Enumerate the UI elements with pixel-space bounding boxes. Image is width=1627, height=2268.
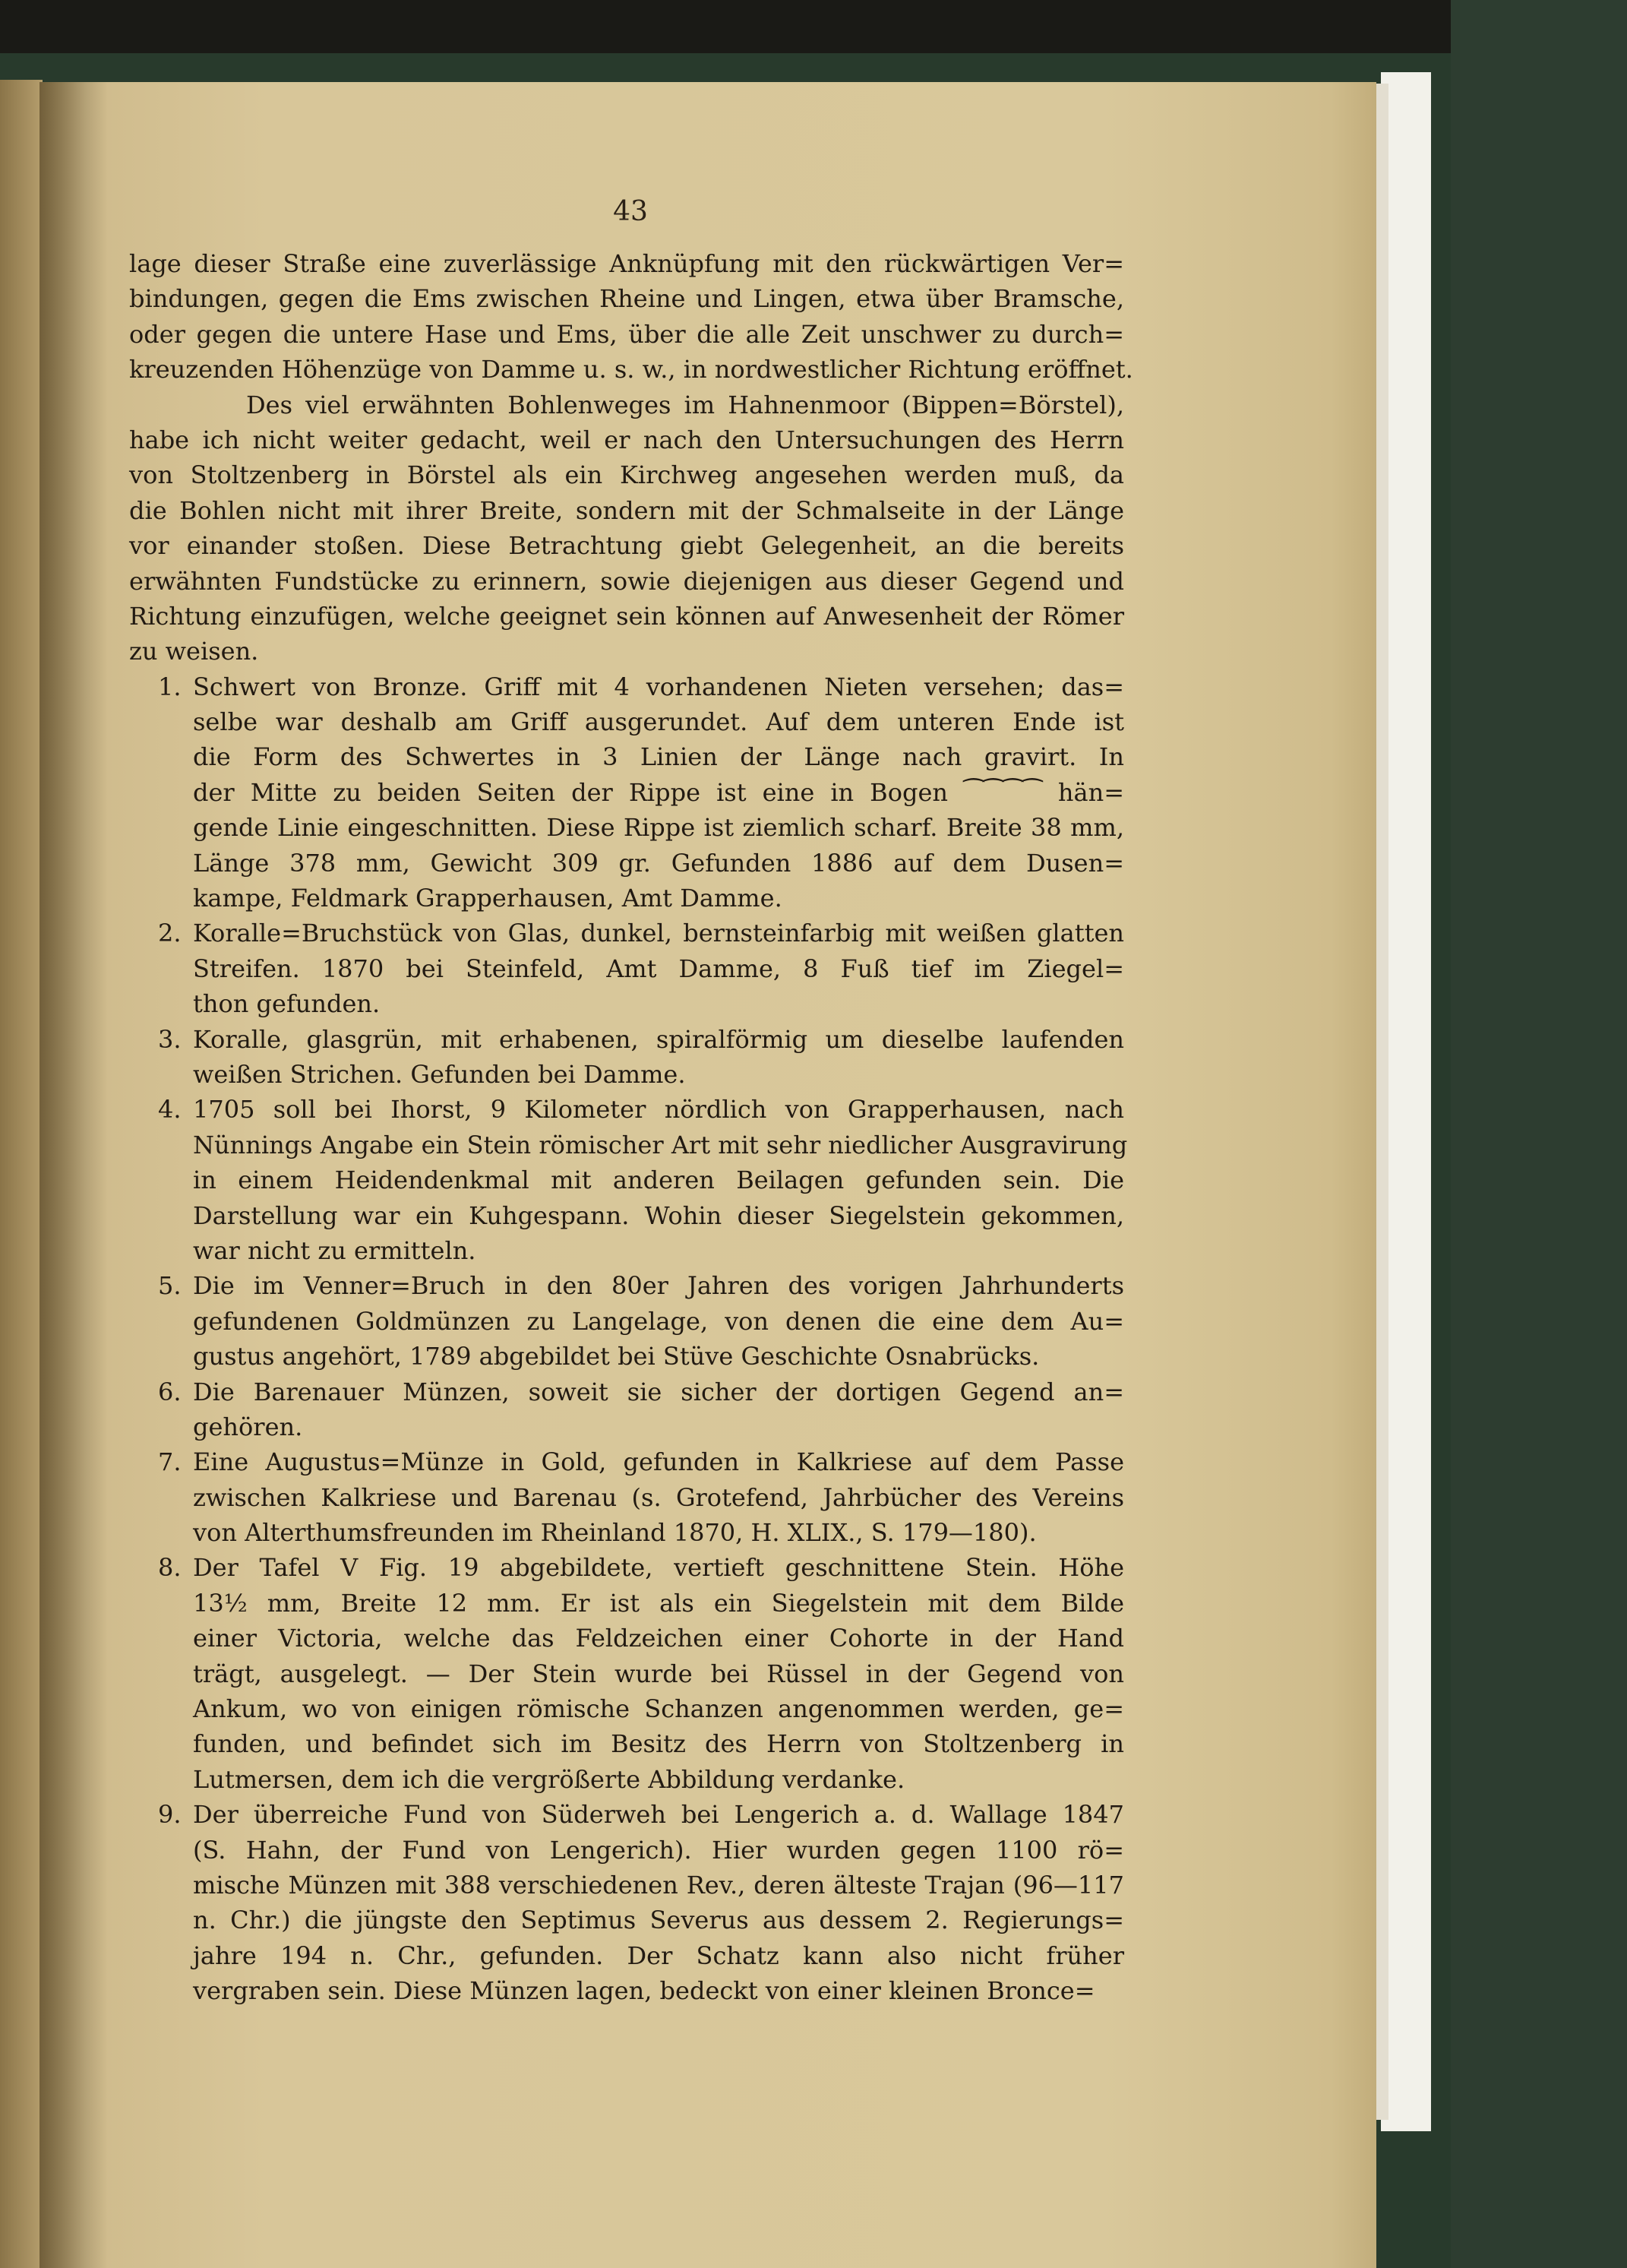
gutter-shadow <box>39 82 108 2268</box>
text-line: gende Linie eingeschnitten. Diese Rippe ist ziemlich scharf. Breite 38 mm, <box>193 813 1124 843</box>
text-line: Die im Venner=Bruch in den 80er Jahren des vorigen Jahrhunderts <box>193 1271 1124 1301</box>
text-line: von Stoltzenberg in Börstel als ein Kirchweg angesehen werden muß, da <box>129 460 1124 490</box>
text-line: funden, und befindet sich im Besitz des Herrn von Stoltzenberg in <box>193 1729 1124 1759</box>
text-line: gehören. <box>193 1412 303 1441</box>
text-line: kampe, Feldmark Grapperhausen, Amt Damme. <box>193 884 782 913</box>
list-item-number: 5. <box>158 1271 182 1301</box>
text-line: in einem Heidendenkmal mit anderen Beilagen gefunden sein. Die <box>193 1166 1124 1195</box>
text-line: Schwert von Bronze. Griff mit 4 vorhandenen Nieten versehen; das= <box>193 672 1124 701</box>
text-line: Koralle=Bruchstück von Glas, dunkel, bernsteinfarbig mit weißen glatten <box>193 919 1124 948</box>
text-line: Lutmersen, dem ich die vergrößerte Abbildung verdanke. <box>193 1764 905 1794</box>
list-item-number: 3. <box>158 1024 182 1054</box>
list-item-number: 2. <box>158 919 182 948</box>
text-line: n. Chr.) die jüngste den Septimus Severus aus dessem 2. Regierungs= <box>193 1906 1124 1935</box>
numbered-list <box>129 669 1128 2009</box>
text-line: Koralle, glasgrün, mit erhabenen, spiralförmig um dieselbe laufenden <box>193 1024 1124 1054</box>
text-line: Eine Augustus=Münze in Gold, gefunden in Kalkriese auf dem Passe <box>193 1447 1124 1477</box>
list-item <box>129 1550 1124 1797</box>
paragraph-block <box>129 387 1124 669</box>
intro-block <box>129 246 1133 387</box>
text-line: habe ich nicht weiter gedacht, weil er nach den Untersuchungen des Herrn <box>129 425 1124 454</box>
list-item-number: 6. <box>158 1377 182 1406</box>
list-item-number: 9. <box>158 1800 182 1830</box>
text-line: war nicht zu ermitteln. <box>193 1235 476 1265</box>
text-line: oder gegen die untere Hase und Ems, über die alle Zeit unschwer zu durch= <box>129 319 1124 349</box>
text-line: (S. Hahn, der Fund von Lengerich). Hier wurden gegen 1100 rö= <box>193 1835 1124 1865</box>
text-line: Nünnings Angabe ein Stein römischer Art mit sehr niedlicher Ausgravirung <box>193 1130 1128 1159</box>
text-line: thon gefunden. <box>193 989 381 1019</box>
text-line: Ankum, wo von einigen römische Schanzen angenommen werden, ge= <box>193 1694 1124 1724</box>
text-line: Die Barenauer Münzen, soweit sie sicher der dortigen Gegend an= <box>193 1377 1124 1406</box>
list-item-number: 1. <box>158 672 182 701</box>
text-line: Darstellung war ein Kuhgespann. Wohin dieser Siegelstein gekommen, <box>193 1200 1124 1230</box>
text-line: die Form des Schwertes in 3 Linien der Länge nach gravirt. In <box>193 742 1124 772</box>
text-line: 13½ mm, Breite 12 mm. Er ist als ein Siegelstein mit dem Bilde <box>193 1588 1124 1618</box>
text-line: kreuzenden Höhenzüge von Damme u. s. w., in nordwestlicher Richtung eröffnet. <box>129 355 1133 384</box>
list-item <box>129 1268 1124 1374</box>
text-line: vor einander stoßen. Diese Betrachtung giebt Gelegenheit, an die bereits <box>129 531 1124 561</box>
list-item <box>129 916 1124 1021</box>
text-line: bindungen, gegen die Ems zwischen Rheine und Lingen, etwa über Bramsche, <box>129 284 1124 314</box>
list-item <box>129 1022 1124 1093</box>
list-item-number: 8. <box>158 1553 182 1583</box>
text-line: zwischen Kalkriese und Barenau (s. Grotefend, Jahrbücher des Vereins <box>193 1482 1124 1512</box>
page-text <box>129 246 1133 2009</box>
text-line: Des viel erwähnten Bohlenweges im Hahnenmoor (Bippen=Börstel), <box>246 390 1124 419</box>
text-line: mische Münzen mit 388 verschiedenen Rev., deren älteste Trajan (96—117 <box>193 1870 1124 1899</box>
text-line: erwähnten Fundstücke zu erinnern, sowie diejenigen aus dieser Gegend und <box>129 566 1124 596</box>
text-line: vergraben sein. Diese Münzen lagen, bedeckt von einer kleinen Bronce= <box>193 1976 1095 2006</box>
text-line: lage dieser Straße eine zuverlässige Anknüpfung mit den rückwärtigen Ver= <box>129 249 1124 278</box>
list-item-number: 4. <box>158 1095 182 1125</box>
text-line: selbe war deshalb am Griff ausgerundet. Auf dem unteren Ende ist <box>193 707 1124 737</box>
text-line: zu weisen. <box>129 637 259 666</box>
text-line: jahre 194 n. Chr., gefunden. Der Schatz kann also nicht früher <box>193 1941 1124 1970</box>
text-line: gustus angehört, 1789 abgebildet bei Stüve Geschichte Osnabrücks. <box>193 1342 1040 1371</box>
left-page-spine <box>0 80 43 2268</box>
list-item <box>129 1092 1128 1268</box>
text-line: trägt, ausgelegt. — Der Stein wurde bei Rüssel in der Gegend von <box>193 1659 1124 1688</box>
text-line: der Mitte zu beiden Seiten der Rippe ist eine in Bogen ⁀⁀⁀⁀ hän= <box>193 777 1124 807</box>
text-line: Der Tafel V Fig. 19 abgebildete, vertieft geschnittene Stein. Höhe <box>193 1553 1124 1583</box>
text-line: die Bohlen nicht mit ihrer Breite, sondern mit der Schmalseite in der Länge <box>129 495 1124 525</box>
text-line: 1705 soll bei Ihorst, 9 Kilometer nördlich von Grapperhausen, nach <box>193 1095 1124 1125</box>
text-line: einer Victoria, welche das Feldzeichen einer Cohorte in der Hand <box>193 1624 1124 1653</box>
list-item <box>129 1797 1124 2008</box>
page-number: 43 <box>613 196 648 227</box>
text-line: Streifen. 1870 bei Steinfeld, Amt Damme, 8 Fuß tief im Ziegel= <box>193 954 1124 983</box>
text-line: Länge 378 mm, Gewicht 309 gr. Gefunden 1886 auf dem Dusen= <box>193 848 1124 878</box>
text-line: Richtung einzufügen, welche geeignet sein können auf Anwesenheit der Römer <box>129 601 1124 631</box>
text-line: Der überreiche Fund von Süderweh bei Lengerich a. d. Wallage 1847 <box>193 1800 1124 1830</box>
green-cloth-strip <box>1451 0 1627 2268</box>
text-line: von Alterthumsfreunden im Rheinland 1870, H. XLIX., S. 179—180). <box>193 1518 1037 1548</box>
text-line: gefundenen Goldmünzen zu Langelage, von denen die eine dem Au= <box>193 1306 1124 1336</box>
list-item-number: 7. <box>158 1447 182 1477</box>
list-item <box>129 1374 1124 1445</box>
list-item <box>129 669 1124 916</box>
text-line: weißen Strichen. Gefunden bei Damme. <box>193 1059 686 1089</box>
list-item <box>129 1444 1124 1550</box>
